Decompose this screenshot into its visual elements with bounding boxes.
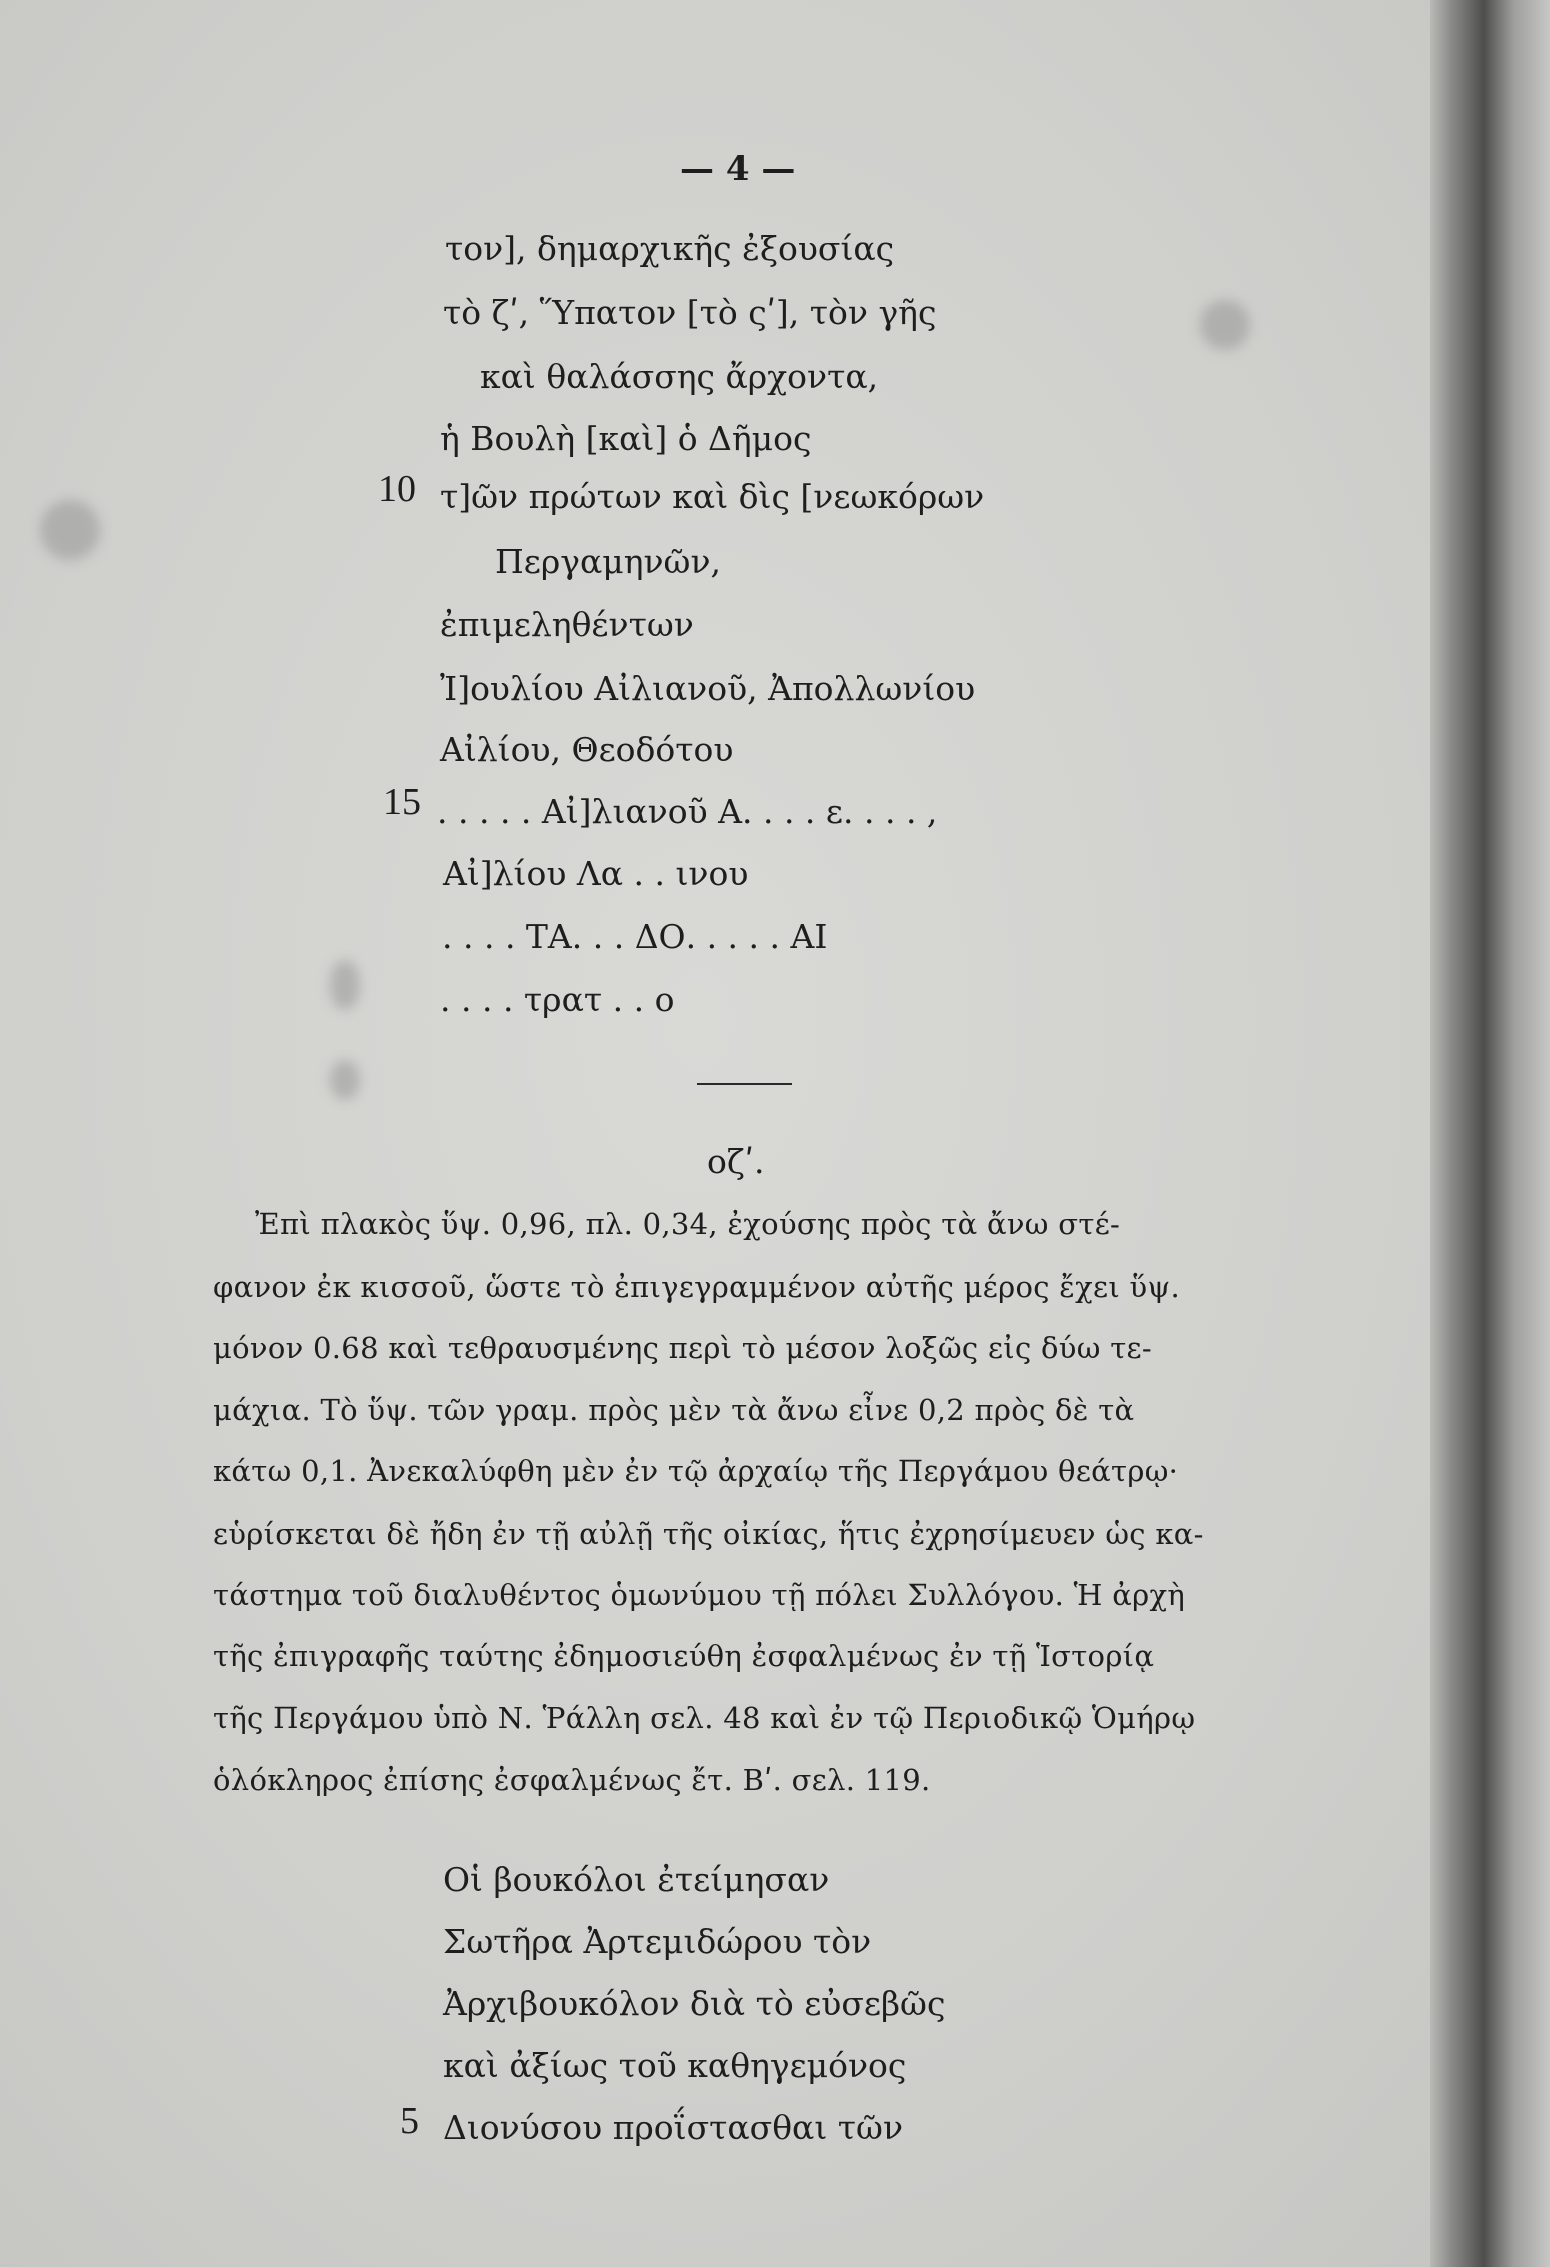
inscription-line: Διονύσου προΐστασθαι τῶν <box>443 2108 904 2147</box>
line-number: 15 <box>383 781 421 823</box>
inscription-line: Αἰ]λίου Λα . . ινου <box>443 854 749 893</box>
inscription-line: τὸ ζʹ, Ὕπατον [τὸ ςʹ], τὸν γῆς <box>443 293 937 332</box>
inscription-line: Σωτῆρα Ἀρτεμιδώρου τὸν <box>443 1922 872 1961</box>
inscription-line: . . . . τρατ . . ο <box>440 980 675 1019</box>
inscription-line: Ἰ]ουλίου Αἰλιανοῦ, Ἀπολλωνίου <box>440 669 976 708</box>
stain <box>1200 300 1250 350</box>
paragraph-line: κάτω 0,1. Ἀνεκαλύφθη μὲν ἐν τῷ ἀρχαίῳ τῆς Περγάμου θεάτρῳ· <box>213 1454 1179 1488</box>
inscription-line: καὶ ἀξίως τοῦ καθηγεμόνος <box>443 2046 907 2085</box>
paragraph-line: τῆς ἐπιγραφῆς ταύτης ἐδημοσιεύθη ἐσφαλμένως ἐν τῇ Ἱστορίᾳ <box>213 1639 1155 1673</box>
inscription-line: ἐπιμεληθέντων <box>440 605 694 644</box>
line-number: 10 <box>378 468 416 510</box>
inscription-line: Περγαμηνῶν, <box>495 542 722 581</box>
inscription-line: ἡ Βουλὴ [καὶ] ὁ Δῆμος <box>440 419 812 458</box>
line-number: 5 <box>400 2100 419 2142</box>
section-number: οζʹ. <box>707 1142 765 1181</box>
page-gutter <box>1430 0 1550 2267</box>
inscription-line: τ]ῶν πρώτων καὶ δὶς [νεωκόρων <box>440 477 985 516</box>
section-divider <box>697 1083 792 1085</box>
paragraph-line: Ἐπὶ πλακὸς ὕψ. 0,96, πλ. 0,34, ἐχούσης πρὸς τὰ ἄνω στέ- <box>255 1207 1121 1241</box>
paragraph-line: εὑρίσκεται δὲ ἤδη ἐν τῇ αὐλῇ τῆς οἰκίας, ἥτις ἐχρησίμευεν ὡς κα- <box>213 1517 1204 1551</box>
paragraph-line: τάστημα τοῦ διαλυθέντος ὁμωνύμου τῇ πόλει Συλλόγου. Ἡ ἀρχὴ <box>213 1578 1186 1612</box>
inscription-line: τον], δημαρχικῆς ἐξουσίας <box>445 229 895 268</box>
stain <box>330 1060 360 1100</box>
paragraph-line: μάχια. Τὸ ὕψ. τῶν γραμ. πρὸς μὲν τὰ ἄνω εἶνε 0,2 πρὸς δὲ τὰ <box>213 1393 1135 1427</box>
inscription-line: Αἰλίου, Θεοδότου <box>440 730 734 769</box>
stain <box>330 960 360 1010</box>
paragraph-line: φανον ἐκ κισσοῦ, ὥστε τὸ ἐπιγεγραμμένον αὐτῆς μέρος ἔχει ὕψ. <box>213 1270 1181 1304</box>
paragraph-line: ὁλόκληρος ἐπίσης ἐσφαλμένως ἔτ. Βʹ. σελ. 119. <box>213 1763 931 1797</box>
inscription-line: Οἱ βουκόλοι ἐτείμησαν <box>443 1860 830 1899</box>
inscription-line: καὶ θαλάσσης ἄρχοντα, <box>480 357 879 396</box>
page-number: — 4 — <box>680 149 796 189</box>
inscription-line: . . . . . Αἰ]λιανοῦ Α. . . . ε. . . . , <box>437 792 938 831</box>
inscription-line: . . . . ΤΑ. . . ΔΟ. . . . . ΑΙ <box>442 917 828 956</box>
stain <box>40 500 100 560</box>
inscription-line: Ἀρχιβουκόλον διὰ τὸ εὐσεβῶς <box>443 1984 946 2023</box>
paragraph-line: μόνον 0.68 καὶ τεθραυσμένης περὶ τὸ μέσον λοξῶς εἰς δύω τε- <box>213 1331 1152 1365</box>
paragraph-line: τῆς Περγάμου ὑπὸ Ν. Ῥάλλη σελ. 48 καὶ ἐν τῷ Περιοδικῷ Ὁμήρῳ <box>213 1701 1196 1735</box>
